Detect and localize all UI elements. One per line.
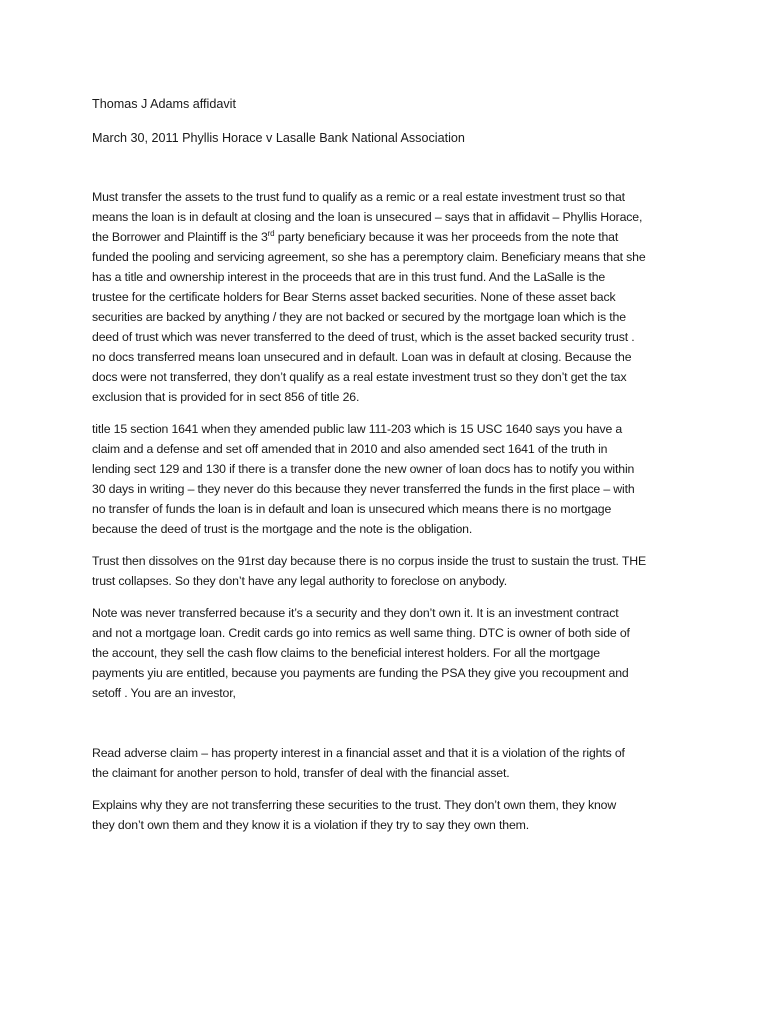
text-line: exclusion that is provided for in sect 856 of title 26. — [92, 390, 360, 404]
ordinal-superscript: rd — [267, 228, 275, 238]
text-line — [92, 227, 692, 247]
text-line: claim and a defense and set off amended that in 2010 and also amended sect 1641 of the truth in — [92, 442, 608, 456]
text-line: docs were not transferred, they don’t qualify as a real estate investment trust so they don’t get the tax — [92, 370, 627, 384]
text-line: lending sect 129 and 130 if there is a transfer done the new owner of loan docs has to notify you within — [92, 462, 635, 476]
text-line: funded the pooling and servicing agreement, so she has a peremptory claim. Beneficiary means that she — [92, 250, 646, 264]
text-line: Read adverse claim – has property interest in a financial asset and that it is a violation of the rights of — [92, 746, 625, 760]
text-line: no docs transferred means loan unsecured and in default. Loan was in default at closing. Because the — [92, 350, 632, 364]
text-line: deed of trust which was never transferred to the deed of trust, which is the asset backed security trust . — [92, 330, 635, 344]
text-line: means the loan is in default at closing and the loan is unsecured – says that in affidavit – Phyllis Horace, — [92, 210, 643, 224]
text-line: Note was never transferred because it’s a security and they don’t own it. It is an investment contract — [92, 606, 619, 620]
text-line: setoff . You are an investor, — [92, 686, 236, 700]
text-line: Trust then dissolves on the 91rst day because there is no corpus inside the trust to sustain the trust. THE — [92, 554, 647, 568]
document-title: Thomas J Adams affidavit — [92, 97, 236, 111]
paragraph-4 — [92, 603, 692, 703]
text-line: Explains why they are not transferring these securities to the trust. They don’t own them, they know — [92, 798, 617, 812]
text-line: securities are backed by anything / they are not backed or secured by the mortgage loan which is the — [92, 310, 626, 324]
document-page — [92, 94, 692, 835]
text-fragment: the Borrower and Plaintiff is the 3 — [92, 230, 268, 244]
document-subtitle: March 30, 2011 Phyllis Horace v Lasalle Bank National Association — [92, 131, 465, 145]
text-line: has a title and ownership interest in the proceeds that are in this trust fund. And the LaSalle is the — [92, 270, 606, 284]
text-fragment: party beneficiary because it was her proceeds from the note that — [274, 230, 619, 244]
text-line: and not a mortgage loan. Credit cards go into remics as well same thing. DTC is owner of both side of — [92, 626, 630, 640]
paragraph-2 — [92, 419, 692, 539]
text-line: title 15 section 1641 when they amended public law 111-203 which is 15 USC 1640 says you have a — [92, 422, 623, 436]
text-line: payments yiu are entitled, because you payments are funding the PSA they give you recoupment and — [92, 666, 629, 680]
text-line: trust collapses. So they don’t have any legal authority to foreclose on anybody. — [92, 574, 508, 588]
text-line: Must transfer the assets to the trust fund to qualify as a remic or a real estate investment trust so that — [92, 190, 625, 204]
paragraph-3 — [92, 551, 692, 591]
text-line: no transfer of funds the loan is in default and loan is unsecured which means there is no mortgage — [92, 502, 612, 516]
paragraph-6 — [92, 795, 692, 835]
text-line: the claimant for another person to hold, transfer of deal with the financial asset. — [92, 766, 510, 780]
text-line: trustee for the certificate holders for Bear Sterns asset backed securities. None of these asset back — [92, 290, 616, 304]
paragraph-5 — [92, 743, 692, 783]
text-line: because the deed of trust is the mortgage and the note is the obligation. — [92, 522, 473, 536]
text-line: the account, they sell the cash flow claims to the beneficial interest holders. For all the mortgage — [92, 646, 600, 660]
text-line: 30 days in writing – they never do this because they never transferred the funds in the first place – with — [92, 482, 635, 496]
paragraph-1 — [92, 187, 692, 407]
text-line: they don’t own them and they know it is a violation if they try to say they own them. — [92, 818, 529, 832]
